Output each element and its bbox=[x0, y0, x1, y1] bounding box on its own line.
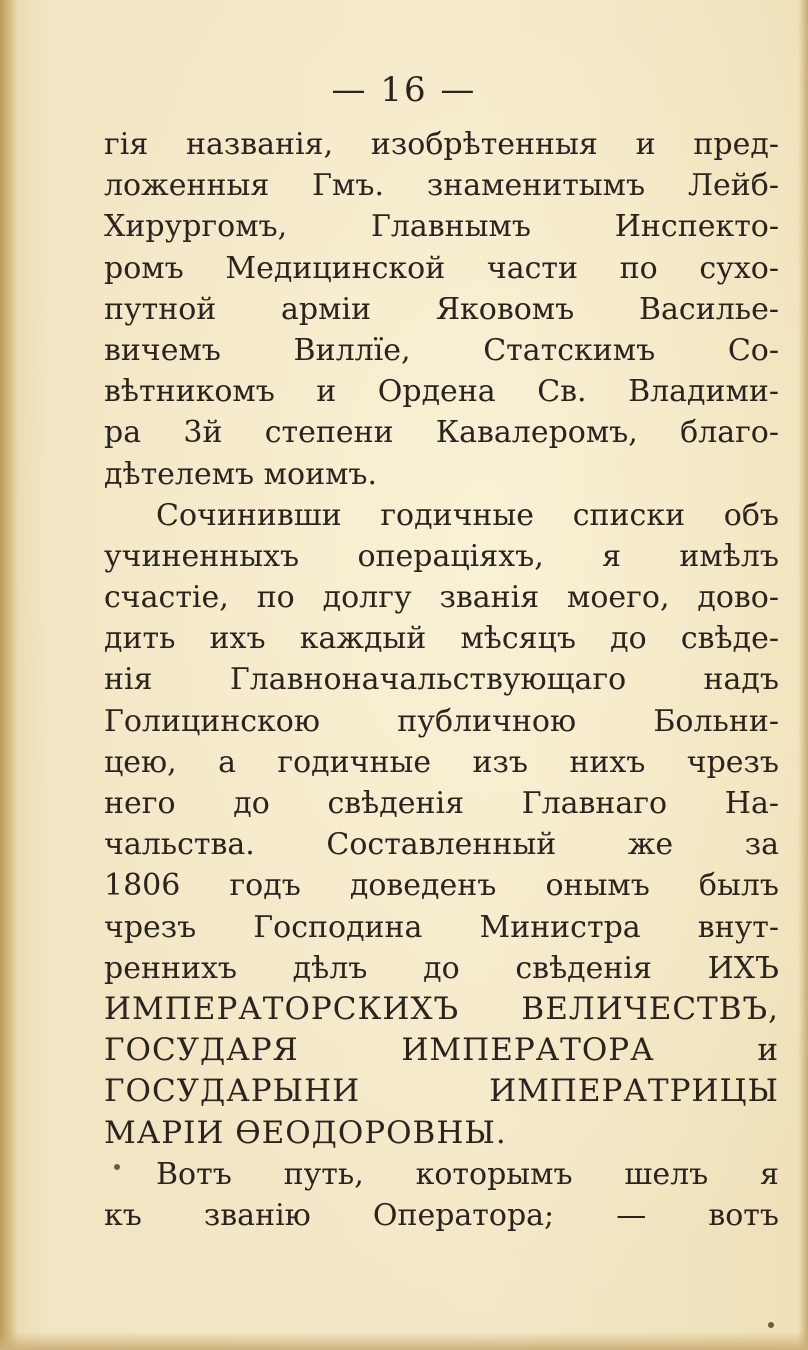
text-line: него до свѣденія Главнаго На- bbox=[104, 786, 779, 821]
text-line: чрезъ Господина Министра внут- bbox=[104, 909, 779, 945]
text-line: дѣтелемъ моимъ. bbox=[104, 456, 378, 492]
text-line: путной арміи Яковомъ Василье- bbox=[104, 291, 779, 327]
text-line: учиненныхъ операціяхъ, я имѣлъ bbox=[104, 538, 779, 574]
ink-speck bbox=[114, 1164, 120, 1170]
text-line: ИМПЕРАТОРСКИХЪ ВЕЛИЧЕСТВЪ, bbox=[104, 990, 779, 1027]
text-line: 1806 годъ доведенъ онымъ былъ bbox=[104, 868, 779, 904]
text-line: ложенныя Гмъ. знаменитымъ Лейб- bbox=[104, 168, 779, 204]
text-line: нія Главноначальствующаго надъ bbox=[104, 662, 779, 698]
page-right-edge bbox=[798, 0, 808, 1350]
page-bottom-edge bbox=[0, 1332, 808, 1350]
text-line: цею, а годичные изъ нихъ чрезъ bbox=[104, 744, 779, 780]
text-line: дить ихъ каждый мѣсяцъ до свѣде- bbox=[104, 621, 779, 657]
text-line: вѣтникомъ и Ордена Св. Владими- bbox=[104, 374, 779, 410]
page-number: — 16 — bbox=[331, 70, 477, 110]
text-line: Сочинивши годичные списки объ bbox=[156, 497, 779, 533]
text-line: ра 3й степени Кавалеромъ, благо- bbox=[104, 415, 779, 451]
ink-speck bbox=[768, 1322, 774, 1328]
text-line: реннихъ дѣлъ до свѣденія ИХЪ bbox=[104, 950, 779, 986]
page-left-edge bbox=[0, 0, 18, 1350]
text-line: ГОСУДАРЯ ИМПЕРАТОРА и bbox=[104, 1032, 779, 1069]
text-line: гія названія, изобрѣтенныя и пред- bbox=[104, 127, 779, 162]
text-line: Голицинскою публичною Больни- bbox=[104, 703, 779, 739]
text-line: счастіе, по долгу званія моего, дово- bbox=[104, 580, 779, 616]
text-line: ромъ Медицинской части по сухо- bbox=[104, 250, 779, 286]
text-line: Хирургомъ, Главнымъ Инспекто- bbox=[104, 209, 779, 245]
text-line: вичемъ Виллїе, Статскимъ Со- bbox=[104, 332, 779, 368]
text-line: чальства. Составленный же за bbox=[104, 827, 779, 863]
body-text bbox=[104, 124, 779, 1236]
text-line: МАРІИ ѲЕОДОРОВНЫ. bbox=[104, 1114, 507, 1151]
text-line: ГОСУДАРЫНИ ИМПЕРАТРИЦЫ bbox=[104, 1073, 779, 1110]
text-line: къ званію Оператора; — вотъ bbox=[104, 1197, 779, 1233]
text-line: Вотъ путь, которымъ шелъ я bbox=[156, 1156, 779, 1192]
